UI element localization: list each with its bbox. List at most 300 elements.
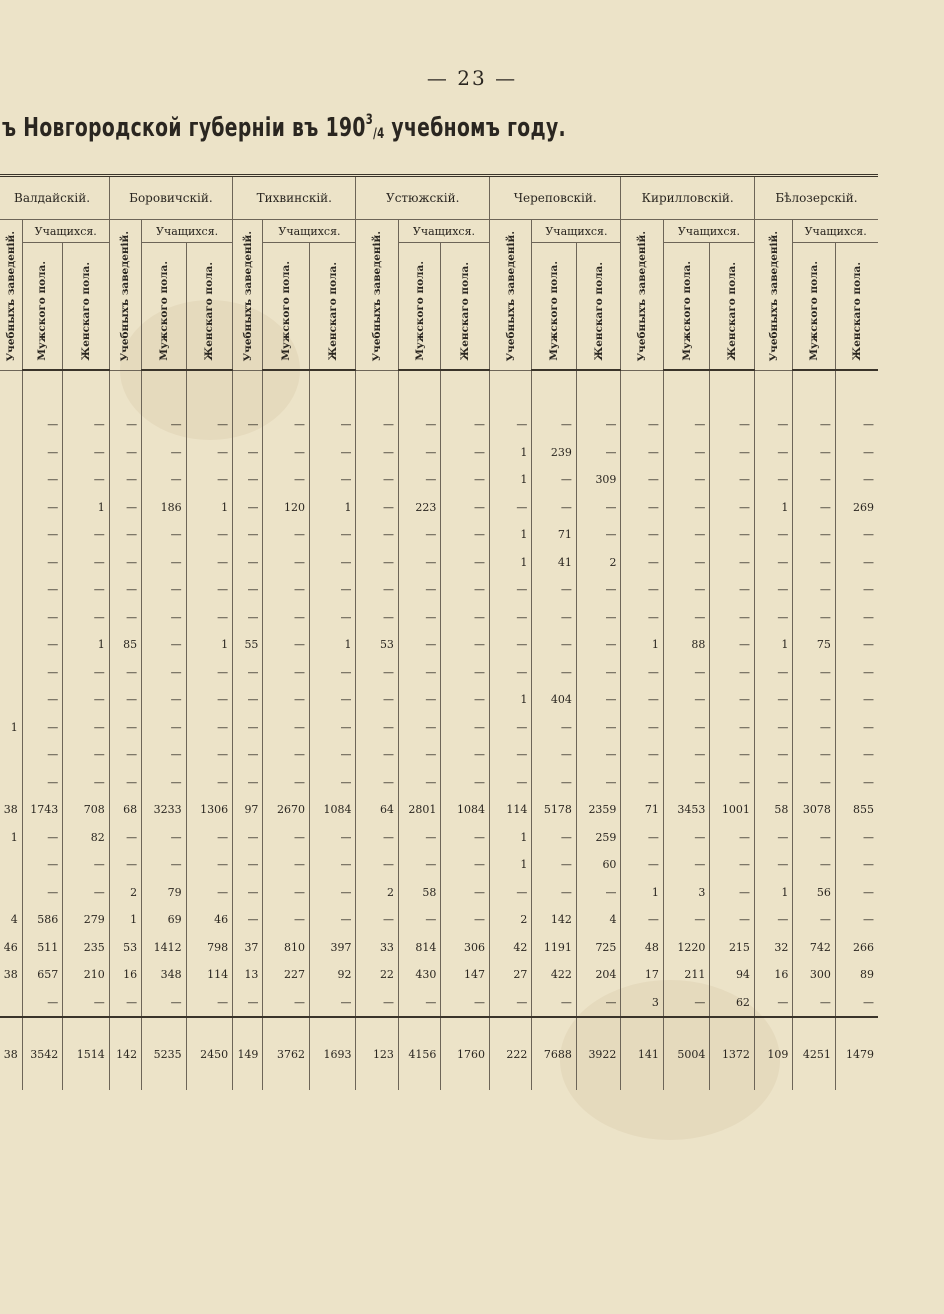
- data-cell: —: [754, 604, 792, 632]
- data-cell: —: [835, 576, 878, 604]
- data-cell: 227: [263, 961, 310, 989]
- table-row: [0, 906, 878, 934]
- data-cell: —: [63, 659, 110, 687]
- data-cell: —: [309, 521, 356, 549]
- data-cell: —: [489, 411, 531, 439]
- data-cell: —: [142, 741, 187, 769]
- data-cell: —: [532, 851, 577, 879]
- data-cell: 32: [754, 934, 792, 962]
- data-cell: —: [835, 549, 878, 577]
- data-cell: —: [398, 851, 440, 879]
- data-cell: 269: [835, 494, 878, 522]
- data-cell: —: [710, 714, 755, 742]
- data-cell: —: [22, 769, 62, 797]
- data-cell: —: [835, 439, 878, 467]
- female-header: Женскаго пола.: [835, 243, 878, 371]
- data-cell: —: [754, 659, 792, 687]
- data-cell: —: [532, 714, 577, 742]
- data-cell: —: [621, 466, 663, 494]
- data-cell: 62: [710, 989, 755, 1018]
- row-prefix-cell: [0, 769, 22, 797]
- data-cell: —: [441, 769, 490, 797]
- data-cell: 85: [109, 631, 141, 659]
- data-cell: —: [186, 851, 233, 879]
- data-cell: —: [186, 439, 233, 467]
- data-cell: —: [263, 439, 310, 467]
- data-cell: —: [835, 466, 878, 494]
- students-header: Учащихся.: [793, 220, 878, 243]
- data-cell: —: [233, 906, 263, 934]
- empty-cell: [710, 370, 755, 411]
- data-cell: —: [621, 686, 663, 714]
- data-cell: 48: [621, 934, 663, 962]
- data-cell: 223: [398, 494, 440, 522]
- data-cell: 1: [109, 906, 141, 934]
- data-cell: 266: [835, 934, 878, 962]
- data-cell: —: [398, 576, 440, 604]
- data-cell: —: [109, 411, 141, 439]
- data-cell: —: [793, 686, 835, 714]
- total-cell: 3922: [576, 1017, 621, 1090]
- data-cell: 215: [710, 934, 755, 962]
- data-cell: —: [621, 659, 663, 687]
- male-header: Мужского пола.: [532, 243, 577, 371]
- data-cell: 1084: [441, 796, 490, 824]
- table-row: [0, 796, 878, 824]
- data-cell: —: [63, 411, 110, 439]
- data-cell: 2: [576, 549, 621, 577]
- data-cell: 814: [398, 934, 440, 962]
- title-main: ъ Новгородской губерніи въ 190: [2, 113, 366, 143]
- data-cell: —: [63, 576, 110, 604]
- empty-cell: [356, 370, 398, 411]
- data-cell: —: [441, 741, 490, 769]
- female-header: Женскаго пола.: [710, 243, 755, 371]
- data-cell: 2359: [576, 796, 621, 824]
- data-cell: 33: [356, 934, 398, 962]
- data-cell: 430: [398, 961, 440, 989]
- empty-cell: [532, 370, 577, 411]
- data-cell: —: [309, 824, 356, 852]
- data-cell: —: [142, 411, 187, 439]
- data-cell: 210: [63, 961, 110, 989]
- row-prefix-cell: [0, 851, 22, 879]
- totals-prefix-cell: 38: [0, 1017, 22, 1090]
- data-cell: —: [532, 411, 577, 439]
- row-prefix-cell: [0, 879, 22, 907]
- data-cell: —: [398, 549, 440, 577]
- data-cell: —: [441, 576, 490, 604]
- data-cell: 27: [489, 961, 531, 989]
- data-cell: 2670: [263, 796, 310, 824]
- institutions-header: Учебныхъ заведеній.: [754, 220, 792, 371]
- male-header: Мужского пола.: [398, 243, 440, 371]
- data-cell: —: [63, 989, 110, 1018]
- data-cell: —: [793, 824, 835, 852]
- data-cell: —: [835, 824, 878, 852]
- data-cell: —: [356, 659, 398, 687]
- data-cell: —: [186, 466, 233, 494]
- row-prefix-cell: 4: [10, 913, 18, 927]
- data-cell: 1: [309, 494, 356, 522]
- data-cell: —: [663, 741, 710, 769]
- data-cell: 404: [532, 686, 577, 714]
- data-cell: —: [441, 879, 490, 907]
- institutions-header: Учебныхъ заведеній.: [621, 220, 663, 371]
- institutions-header: Учебныхъ заведеній.: [233, 220, 263, 371]
- data-cell: —: [63, 879, 110, 907]
- total-cell: 1372: [710, 1017, 755, 1090]
- data-cell: —: [663, 989, 710, 1018]
- data-cell: —: [489, 769, 531, 797]
- data-cell: —: [63, 741, 110, 769]
- data-cell: —: [663, 659, 710, 687]
- data-cell: —: [109, 604, 141, 632]
- data-cell: —: [233, 686, 263, 714]
- data-cell: —: [576, 604, 621, 632]
- data-cell: —: [22, 631, 62, 659]
- data-cell: —: [621, 549, 663, 577]
- data-cell: 1: [489, 521, 531, 549]
- data-cell: —: [309, 686, 356, 714]
- data-cell: —: [441, 604, 490, 632]
- data-cell: —: [532, 824, 577, 852]
- data-cell: —: [356, 851, 398, 879]
- data-cell: —: [793, 521, 835, 549]
- row-prefix-cell: [0, 604, 22, 632]
- data-cell: —: [186, 604, 233, 632]
- data-cell: —: [441, 989, 490, 1018]
- data-cell: —: [263, 466, 310, 494]
- empty-cell: [793, 370, 835, 411]
- row-prefix-cell: [0, 466, 22, 494]
- data-cell: 300: [793, 961, 835, 989]
- data-cell: —: [710, 741, 755, 769]
- data-cell: —: [309, 411, 356, 439]
- students-header: Учащихся.: [263, 220, 356, 243]
- data-cell: —: [532, 741, 577, 769]
- data-cell: —: [663, 411, 710, 439]
- total-cell: 123: [356, 1017, 398, 1090]
- row-prefix-cell: [0, 411, 22, 439]
- total-cell: 3542: [22, 1017, 62, 1090]
- data-cell: —: [621, 824, 663, 852]
- data-cell: —: [142, 576, 187, 604]
- students-header: Учащихся.: [398, 220, 489, 243]
- empty-cell: [835, 370, 878, 411]
- data-cell: —: [489, 604, 531, 632]
- data-cell: —: [710, 439, 755, 467]
- data-cell: 186: [142, 494, 187, 522]
- empty-cell: [63, 370, 110, 411]
- data-cell: —: [233, 659, 263, 687]
- female-header: Женскаго пола.: [576, 243, 621, 371]
- data-cell: —: [754, 686, 792, 714]
- data-cell: —: [621, 494, 663, 522]
- data-cell: —: [576, 989, 621, 1018]
- data-cell: —: [309, 576, 356, 604]
- table-row: [0, 769, 878, 797]
- data-cell: —: [233, 549, 263, 577]
- data-cell: —: [109, 769, 141, 797]
- female-header: Женскаго пола.: [309, 243, 356, 371]
- data-cell: —: [576, 521, 621, 549]
- data-cell: 1: [186, 631, 233, 659]
- data-cell: 92: [309, 961, 356, 989]
- data-cell: —: [233, 439, 263, 467]
- total-cell: 2450: [186, 1017, 233, 1090]
- data-cell: —: [621, 439, 663, 467]
- data-cell: —: [576, 631, 621, 659]
- male-header: Мужского пола.: [793, 243, 835, 371]
- data-cell: —: [22, 521, 62, 549]
- data-cell: —: [22, 741, 62, 769]
- data-cell: —: [663, 906, 710, 934]
- data-cell: —: [576, 714, 621, 742]
- data-cell: 239: [532, 439, 577, 467]
- total-cell: 3762: [263, 1017, 310, 1090]
- data-cell: —: [398, 741, 440, 769]
- data-cell: 855: [835, 796, 878, 824]
- total-cell: 109: [754, 1017, 792, 1090]
- data-cell: 309: [576, 466, 621, 494]
- data-cell: 37: [233, 934, 263, 962]
- table-row: [0, 989, 878, 1018]
- data-cell: 348: [142, 961, 187, 989]
- total-cell: 7688: [532, 1017, 577, 1090]
- data-cell: 204: [576, 961, 621, 989]
- table-row: [0, 659, 878, 687]
- institutions-header: Учебныхъ заведеній.: [356, 220, 398, 371]
- empty-cell: [0, 370, 22, 411]
- total-cell: 142: [109, 1017, 141, 1090]
- totals-row: [0, 1017, 878, 1090]
- data-cell: 1: [186, 494, 233, 522]
- table-row: [0, 604, 878, 632]
- data-cell: —: [793, 714, 835, 742]
- data-cell: 1001: [710, 796, 755, 824]
- data-cell: 3453: [663, 796, 710, 824]
- data-cell: 97: [233, 796, 263, 824]
- data-cell: —: [186, 824, 233, 852]
- data-cell: 1: [489, 439, 531, 467]
- data-cell: —: [109, 466, 141, 494]
- male-header: Мужского пола.: [22, 243, 62, 371]
- data-cell: —: [793, 989, 835, 1018]
- data-cell: —: [263, 989, 310, 1018]
- empty-cell: [186, 370, 233, 411]
- data-cell: —: [576, 439, 621, 467]
- data-cell: —: [754, 824, 792, 852]
- data-cell: 586: [22, 906, 62, 934]
- empty-cell: [263, 370, 310, 411]
- data-cell: —: [22, 439, 62, 467]
- data-cell: —: [663, 439, 710, 467]
- data-cell: —: [398, 521, 440, 549]
- data-cell: —: [621, 714, 663, 742]
- empty-cell: [621, 370, 663, 411]
- data-cell: 64: [356, 796, 398, 824]
- row-prefix-cell: [0, 439, 22, 467]
- data-cell: —: [532, 769, 577, 797]
- data-cell: 5178: [532, 796, 577, 824]
- data-cell: 1: [309, 631, 356, 659]
- data-cell: —: [710, 686, 755, 714]
- data-cell: —: [109, 989, 141, 1018]
- data-cell: —: [109, 741, 141, 769]
- data-cell: —: [532, 576, 577, 604]
- data-cell: —: [754, 549, 792, 577]
- total-cell: 4251: [793, 1017, 835, 1090]
- data-cell: 114: [489, 796, 531, 824]
- data-cell: —: [576, 741, 621, 769]
- data-cell: —: [186, 549, 233, 577]
- district-header: Боровичскій.: [109, 176, 232, 220]
- data-cell: 3078: [793, 796, 835, 824]
- data-cell: —: [22, 604, 62, 632]
- data-cell: —: [754, 989, 792, 1018]
- data-cell: —: [263, 604, 310, 632]
- data-cell: —: [309, 906, 356, 934]
- empty-cell: [398, 370, 440, 411]
- students-header: Учащихся.: [22, 220, 109, 243]
- data-cell: 120: [263, 494, 310, 522]
- table-row: [0, 741, 878, 769]
- data-cell: —: [309, 466, 356, 494]
- empty-cell: [663, 370, 710, 411]
- data-cell: —: [576, 576, 621, 604]
- male-header: Мужского пола.: [142, 243, 187, 371]
- data-cell: —: [309, 989, 356, 1018]
- data-cell: —: [186, 769, 233, 797]
- data-cell: —: [63, 466, 110, 494]
- data-cell: —: [754, 851, 792, 879]
- data-cell: —: [621, 851, 663, 879]
- data-cell: —: [263, 769, 310, 797]
- row-prefix-cell: 38: [3, 803, 18, 817]
- data-cell: —: [793, 769, 835, 797]
- data-cell: —: [186, 411, 233, 439]
- data-cell: —: [63, 851, 110, 879]
- data-cell: 114: [186, 961, 233, 989]
- data-cell: —: [576, 686, 621, 714]
- data-cell: 1: [489, 824, 531, 852]
- data-cell: —: [663, 851, 710, 879]
- data-cell: 235: [63, 934, 110, 962]
- data-cell: —: [233, 604, 263, 632]
- title-sub: /4: [373, 126, 385, 142]
- data-cell: 798: [186, 934, 233, 962]
- data-cell: —: [263, 906, 310, 934]
- district-header: Тихвинскій.: [233, 176, 356, 220]
- female-header: Женскаго пола.: [63, 243, 110, 371]
- data-cell: 89: [835, 961, 878, 989]
- data-cell: 259: [576, 824, 621, 852]
- table-row: [0, 879, 878, 907]
- data-cell: —: [356, 989, 398, 1018]
- data-cell: —: [309, 659, 356, 687]
- data-cell: 75: [793, 631, 835, 659]
- data-cell: —: [109, 714, 141, 742]
- data-cell: —: [263, 879, 310, 907]
- total-cell: 5004: [663, 1017, 710, 1090]
- data-cell: —: [109, 576, 141, 604]
- data-cell: —: [710, 411, 755, 439]
- data-cell: —: [710, 769, 755, 797]
- data-cell: —: [233, 741, 263, 769]
- data-cell: 1: [754, 879, 792, 907]
- data-cell: —: [441, 549, 490, 577]
- total-cell: 141: [621, 1017, 663, 1090]
- data-cell: —: [356, 741, 398, 769]
- data-cell: —: [398, 906, 440, 934]
- data-cell: —: [309, 439, 356, 467]
- row-prefix-cell: [0, 659, 22, 687]
- students-header: Учащихся.: [663, 220, 754, 243]
- data-cell: 147: [441, 961, 490, 989]
- data-cell: 1743: [22, 796, 62, 824]
- table-row: [0, 439, 878, 467]
- data-cell: —: [754, 576, 792, 604]
- data-cell: —: [109, 494, 141, 522]
- data-cell: —: [263, 659, 310, 687]
- data-cell: —: [263, 851, 310, 879]
- data-cell: —: [710, 494, 755, 522]
- data-cell: —: [109, 521, 141, 549]
- data-cell: —: [835, 741, 878, 769]
- data-cell: 4: [576, 906, 621, 934]
- data-cell: 16: [754, 961, 792, 989]
- data-cell: —: [233, 714, 263, 742]
- table-row: [0, 714, 878, 742]
- data-cell: —: [835, 411, 878, 439]
- total-cell: 5235: [142, 1017, 187, 1090]
- data-cell: —: [186, 521, 233, 549]
- data-cell: —: [309, 741, 356, 769]
- empty-cell: [22, 370, 62, 411]
- data-cell: 16: [109, 961, 141, 989]
- data-cell: —: [263, 631, 310, 659]
- data-cell: —: [576, 769, 621, 797]
- row-prefix-cell: 1: [10, 720, 18, 734]
- data-cell: —: [835, 879, 878, 907]
- table-row: [0, 411, 878, 439]
- data-cell: —: [263, 521, 310, 549]
- data-cell: 1: [621, 631, 663, 659]
- data-cell: —: [489, 631, 531, 659]
- table-row: [0, 824, 878, 852]
- data-cell: —: [142, 631, 187, 659]
- data-cell: —: [398, 631, 440, 659]
- data-cell: —: [621, 576, 663, 604]
- total-cell: 222: [489, 1017, 531, 1090]
- statistics-table: [0, 174, 878, 1090]
- total-cell: 1693: [309, 1017, 356, 1090]
- data-cell: —: [754, 769, 792, 797]
- data-cell: 53: [109, 934, 141, 962]
- data-cell: —: [621, 604, 663, 632]
- data-cell: —: [398, 714, 440, 742]
- table-row: [0, 934, 878, 962]
- data-cell: 55: [233, 631, 263, 659]
- data-cell: —: [22, 851, 62, 879]
- data-cell: —: [489, 576, 531, 604]
- male-header: Мужского пола.: [663, 243, 710, 371]
- data-cell: —: [356, 439, 398, 467]
- data-cell: —: [109, 549, 141, 577]
- data-cell: 58: [398, 879, 440, 907]
- data-cell: 58: [754, 796, 792, 824]
